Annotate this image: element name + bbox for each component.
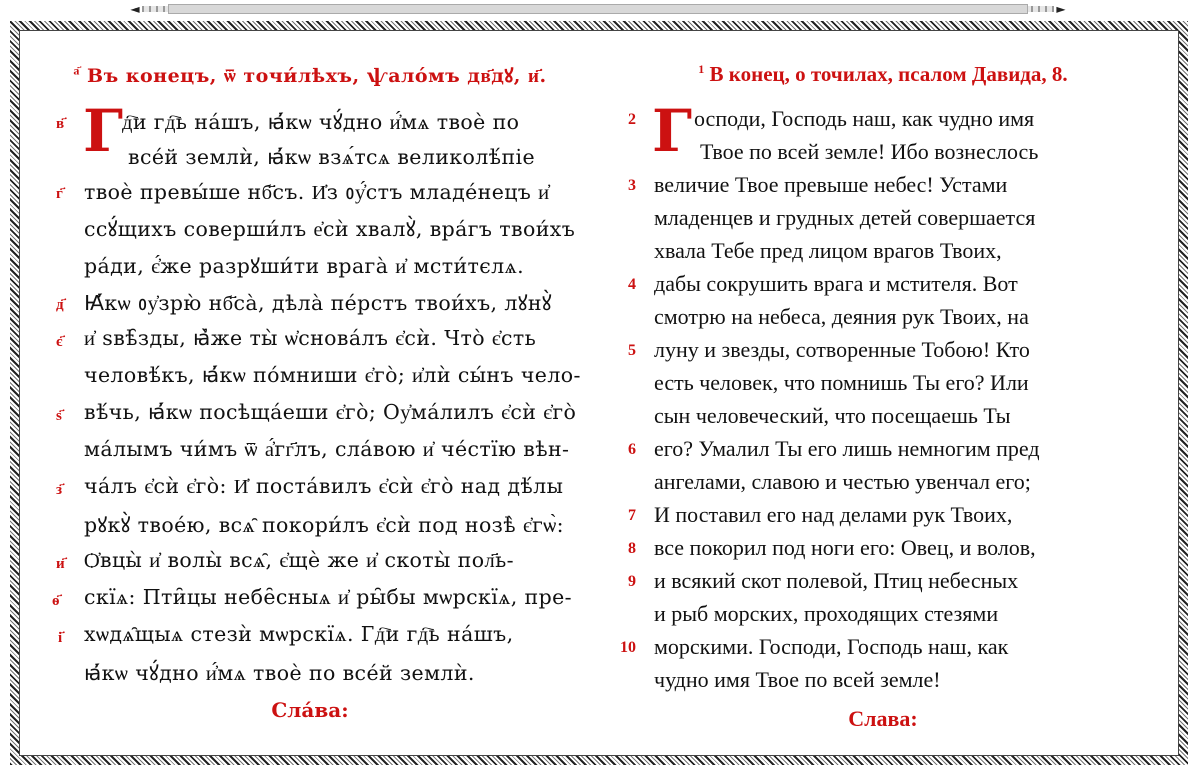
slavonic-verse-number: з҃: [56, 480, 63, 498]
slavonic-line: ꙗ҆́кѡ чꙋ́дно и҆́мѧ твоѐ по все́й землѝ.: [84, 661, 475, 685]
slavonic-line: все́й землѝ, ꙗ҆́кѡ взѧ́тсѧ великолѣ́піе: [128, 145, 535, 169]
russian-line: младенцев и грудных детей совершается: [654, 205, 1036, 230]
russian-verse-number: 9: [628, 573, 636, 590]
slavonic-drop-cap: Г: [83, 97, 124, 165]
slavonic-heading-text: Въ конецъ, ѿ точи́лѣхъ, ѱало́мъ дв҃дꙋ, и҃.: [87, 65, 547, 87]
slavonic-line: твоѐ превы́ше нб҃съ. И҆з ᲂу҆́стъ младе́нецъ и҆: [84, 180, 550, 204]
slavonic-line: д҇и гд҇ь на́шъ, ꙗ҆́кѡ чꙋ́дно и҆́мѧ твоѐ по: [122, 110, 520, 134]
russian-slava: Слава:: [848, 706, 918, 731]
russian-line: хвала Тебе пред лицом врагов Твоих,: [654, 238, 1002, 263]
scrollbar-thumb[interactable]: [168, 4, 1028, 14]
russian-page: [618, 58, 1148, 730]
russian-line: дабы сокрушить врага и мстителя. Вот: [654, 271, 1018, 296]
russian-line: смотрю на небеса, деяния рук Твоих, на: [654, 304, 1029, 329]
slavonic-line: ссꙋ́щихъ соверши́лъ е҆сѝ хвалꙋ̀, вра́гъ твои́хъ: [84, 217, 576, 241]
russian-line: луну и звезды, сотворенные Тобою! Кто: [654, 337, 1030, 362]
russian-line: осподи, Господь наш, как чудно имя: [694, 106, 1035, 131]
russian-line: Твое по всей земле! Ибо вознеслось: [700, 139, 1039, 164]
russian-heading-number: 1: [698, 62, 705, 76]
slavonic-line: ча́лъ є҆сѝ є҆го̀: И҆ поста́вилъ є҆сѝ є҆го̀ над дѣ́лы: [84, 474, 564, 498]
russian-line: и рыб морских, проходящих стезями: [654, 601, 999, 626]
slavonic-heading-number: а҃: [73, 63, 80, 78]
slavonic-line: хѡдѧ̑щыѧ стезѝ мѡрскїѧ. Гд҇и гд҇ь на́шъ,: [84, 622, 514, 646]
russian-verse-number: 3: [628, 177, 636, 194]
slavonic-verse-number: г҃: [56, 184, 63, 202]
russian-heading: [618, 62, 1148, 87]
slavonic-page: [40, 58, 580, 730]
slavonic-line: ра́ди, є҆́же разрꙋши́ти врага̀ и҆ мсти́тєлѧ.: [84, 254, 525, 278]
slavonic-line: вѣ́чь, ꙗ҆́кѡ посѣща́еши є҆го̀; Оу҆ма́лилъ є҆сѝ є҆го̀: [84, 400, 577, 424]
russian-heading-text: В конец, о точилах, псалом Давида, 8.: [709, 62, 1068, 86]
russian-line: морскими. Господи, Господь наш, как: [654, 634, 1009, 659]
russian-line: его? Умалил Ты его лишь немногим пред: [654, 436, 1040, 461]
russian-line: и всякий скот полевой, Птиц небесных: [654, 568, 1019, 593]
russian-line: сын человеческий, что посещаешь Ты: [654, 403, 1011, 428]
russian-line: величие Твое превыше небес! Устами: [654, 172, 1008, 197]
slavonic-line: рꙋкꙋ̀ твое́ю, всѧ̑ покори́лъ є҆сѝ под нозѣ̀ є҆гѡ̀:: [84, 513, 564, 537]
slavonic-verse-number: и҃: [56, 554, 65, 572]
slavonic-verse-number: ѕ҃: [56, 406, 62, 424]
scroll-left-arrow-icon[interactable]: ◄: [130, 2, 140, 16]
russian-line: ангелами, славою и честью увенчал его;: [654, 469, 1031, 494]
slavonic-slava: Сла́ва:: [271, 698, 349, 722]
russian-verse-number: 7: [628, 507, 636, 524]
slavonic-verse-number: ѳ҃: [52, 591, 60, 609]
russian-verse-number: 6: [628, 441, 636, 458]
russian-line: есть человек, что помнишь Ты его? Или: [654, 370, 1029, 395]
slavonic-line: человѣ́къ, ꙗ҆́кѡ по́мниши є҆го̀; и҆лѝ сы́нъ чело-: [84, 363, 581, 387]
slavonic-line: скїѧ: Пти̑цы небе̑сныѧ и҆ ры̑бы мѡрскїѧ, пре-: [84, 585, 572, 609]
russian-verse-number: 8: [628, 540, 636, 557]
slavonic-line: и҆ ѕвѣ̑зды, ꙗ҆̀же ты̀ ѡ҆снова́лъ є҆сѝ. Что̀ є҆сть: [84, 326, 537, 350]
horizontal-scrollbar[interactable]: [128, 2, 1068, 16]
scroll-right-arrow-icon[interactable]: ►: [1056, 2, 1066, 16]
slavonic-line: Ꙗ҆́кѡ ᲂу҆зрю̀ нб҃са̀, дѣла̀ пе́рстъ твои́хъ, лꙋнꙋ̀: [84, 291, 552, 315]
slavonic-verse-number: в҃: [56, 114, 65, 132]
russian-verse-number: 10: [620, 639, 636, 656]
slavonic-line: ма́лымъ чи́мъ ѿ а҆́гг҃лъ, сла́вою и҆ че́стїю вѣн-: [84, 437, 570, 461]
russian-verse-number: 5: [628, 342, 636, 359]
russian-verse-number: 4: [628, 276, 636, 293]
russian-line: И поставил его над делами рук Твоих,: [654, 502, 1013, 527]
russian-line: все покорил под ноги его: Овец, и волов,: [654, 535, 1036, 560]
slavonic-verse-number: є҃: [56, 332, 63, 350]
slavonic-line: Ѻ҆вцы̀ и҆ волы̀ всѧ̑, є҆щѐ же и҆ скоты̀ пол҃ь-: [84, 548, 514, 572]
slavonic-heading: [40, 62, 580, 88]
russian-drop-cap: Г: [652, 97, 693, 165]
russian-verse-number: 2: [628, 111, 636, 128]
slavonic-verse-number: д҃: [56, 295, 64, 313]
slavonic-verse-number: і҃: [58, 628, 63, 646]
russian-line: чудно имя Твое по всей земле!: [654, 667, 941, 692]
